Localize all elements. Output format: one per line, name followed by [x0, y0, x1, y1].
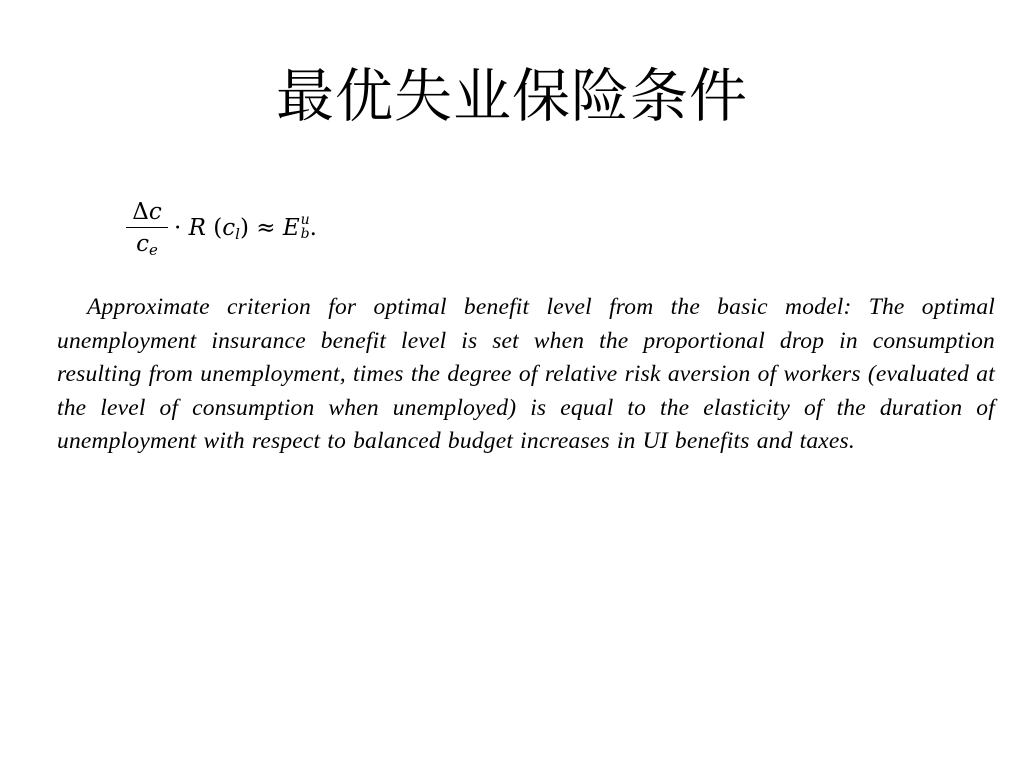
formula-period: .: [309, 215, 317, 241]
fraction-denominator: [136, 228, 158, 260]
criterion-paragraph: Approximate criterion for optimal benefit level from the basic model: The optimal unemployment insurance benefit level is set when the proportional drop in consumption resulting from unemployment, times the degree of relative risk aversion of workers (evaluated at the level of consumption when unemployed) is equal to the elasticity of the duration of unemployment with respect to balanced budget increases in UI benefits and taxes.: [57, 294, 995, 454]
consumption-subscript: l: [235, 225, 240, 243]
optimality-formula: [126, 188, 317, 268]
formula-rhs: [174, 213, 317, 243]
numerator-variable: c: [148, 198, 162, 225]
denominator-variable: c: [136, 231, 149, 258]
elasticity-superscript: u: [300, 212, 310, 228]
slide-title: 最优失业保险条件: [275, 62, 748, 130]
close-paren: ): [239, 215, 257, 241]
delta-symbol: Δ: [132, 198, 149, 225]
denominator-subscript: e: [149, 241, 158, 260]
fraction-numerator: [130, 199, 164, 227]
elasticity-variable: E: [282, 215, 300, 241]
multiply-dot: ·: [174, 215, 189, 241]
approx-symbol: ≈: [256, 215, 283, 241]
risk-aversion-function: R: [188, 215, 206, 241]
open-paren: (: [205, 215, 223, 241]
consumption-variable: c: [222, 215, 236, 241]
elasticity-scripts: [301, 213, 310, 241]
formula-fraction: [126, 199, 168, 258]
elasticity-subscript: b: [300, 226, 310, 242]
